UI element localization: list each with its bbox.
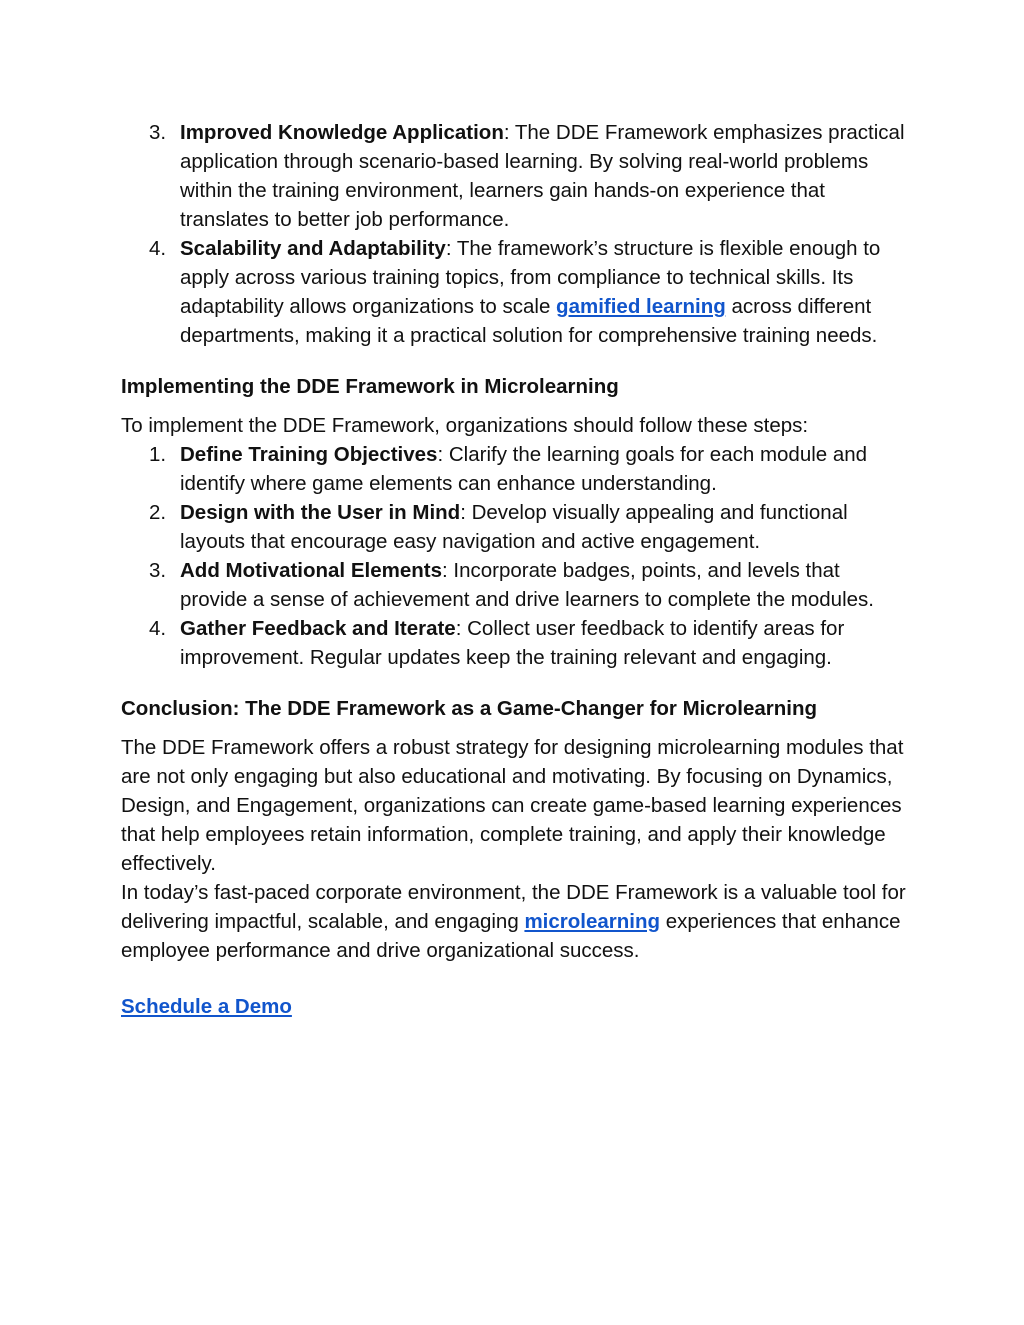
list-number: 2. <box>149 501 167 524</box>
microlearning-link[interactable]: microlearning <box>524 910 660 933</box>
list-item-text: : Clarify the learning goals for each module and identify where game elements can enhance understanding. <box>180 443 868 495</box>
list-item-title: Define Training Objectives <box>180 443 438 466</box>
paragraph-text: In today’s fast-paced corporate environment, the DDE Framework is a valuable tool for delivering impactful, scalable, and engaging <box>121 881 906 933</box>
list-item-title: Add Motivational Elements <box>180 559 442 582</box>
conclusion-paragraph: The DDE Framework offers a robust strategy for designing microlearning modules that are not only engaging but also educational and motivating. By focusing on Dynamics, Design, and Engagement, organizations can create game-based learning experiences that help employees retain information, complete training, and apply their knowledge effectively. <box>121 736 904 875</box>
list-number: 3. <box>149 121 167 144</box>
implementing-intro: To implement the DDE Framework, organizations should follow these steps: <box>121 414 809 437</box>
list-number: 4. <box>149 237 167 260</box>
list-number: 3. <box>149 559 167 582</box>
list-item-text: across different departments, making it a practical solution for comprehensive training needs. <box>180 295 878 347</box>
list-item-title: Design with the User in Mind <box>180 501 461 524</box>
list-item-title: Improved Knowledge Application <box>180 121 504 144</box>
list-number: 4. <box>149 617 167 640</box>
list-item-title: Scalability and Adaptability <box>180 237 446 260</box>
list-item-text: : Incorporate badges, points, and levels that provide a sense of achievement and drive learners to complete the modules. <box>180 559 874 611</box>
list-item <box>121 118 911 234</box>
list-item <box>121 556 911 614</box>
section-heading-conclusion: Conclusion: The DDE Framework as a Game-Changer for Microlearning <box>121 697 817 720</box>
cta-container <box>121 992 911 1021</box>
steps-list <box>121 440 911 672</box>
list-item-text: : The framework’s structure is flexible enough to apply across various training topics, from compliance to technical skills. Its adaptability allows organizations to scale <box>180 237 881 318</box>
list-item-title: Gather Feedback and Iterate <box>180 617 456 640</box>
paragraph-text: experiences that enhance employee performance and drive organizational success. <box>121 910 901 962</box>
list-item-text: : Develop visually appealing and functional layouts that encourage easy navigation and active engagement. <box>180 501 848 553</box>
list-item <box>121 234 911 350</box>
section-heading-implementing: Implementing the DDE Framework in Microlearning <box>121 375 619 398</box>
list-item <box>121 498 911 556</box>
conclusion-paragraph <box>121 878 911 965</box>
document-page <box>121 118 911 1021</box>
list-number: 1. <box>149 443 167 466</box>
list-item-text: : The DDE Framework emphasizes practical application through scenario-based learning. By solving real-world problems within the training environment, learners gain hands-on experience that translates to better job performance. <box>180 121 905 231</box>
benefits-list-continued <box>121 118 911 350</box>
list-item-text: : Collect user feedback to identify areas for improvement. Regular updates keep the training relevant and engaging. <box>180 617 845 669</box>
schedule-demo-link[interactable]: Schedule a Demo <box>121 995 292 1018</box>
list-item <box>121 440 911 498</box>
gamified-learning-link[interactable]: gamified learning <box>556 295 726 318</box>
list-item <box>121 614 911 672</box>
